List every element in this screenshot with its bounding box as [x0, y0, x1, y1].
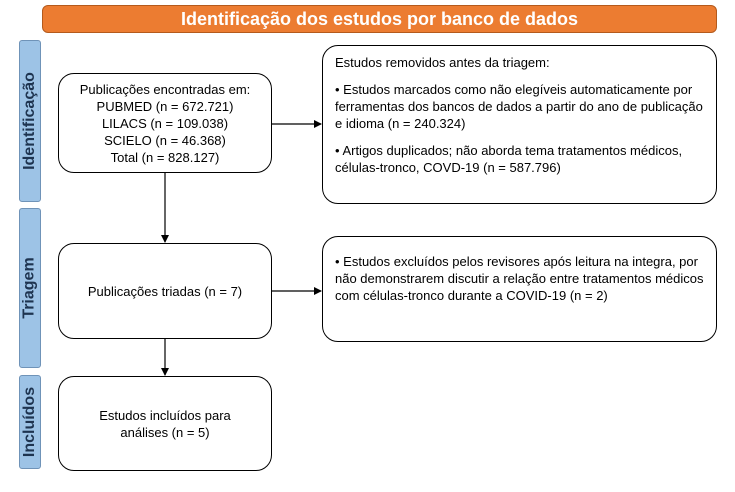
- removed-title: Estudos removidos antes da triagem:: [335, 55, 550, 70]
- removed-item-ineligible: • Estudos marcados como não elegíveis automaticamente por ferramentas dos bancos de dados a partir do ano de publicação e idioma (n = 240.324): [335, 82, 703, 131]
- screened-text: Publicações triadas (n = 7): [87, 283, 243, 299]
- included-line1: Estudos incluídos para: [99, 407, 231, 423]
- found-lilacs: LILACS (n = 109.038): [101, 115, 229, 131]
- phase-identificacao-text: Identificação: [21, 72, 38, 170]
- found-pubmed: PUBMED (n = 672.721): [96, 98, 234, 114]
- removed-item-duplicates: • Artigos duplicados; não aborda tema tratamentos médicos, células-tronco, COVD-19 (n = 587.796): [335, 143, 683, 175]
- found-title: Publicações encontradas em:: [79, 81, 251, 97]
- diagram-title-text: Identificação dos estudos por banco de dados: [180, 8, 579, 29]
- found-scielo: SCIELO (n = 46.368): [104, 132, 226, 148]
- included-line2: análises (n = 5): [120, 424, 210, 440]
- excluded-text: • Estudos excluídos pelos revisores após leitura na integra, por não demonstrarem discutir a relação entre tratamentos médicos com células-tronco durante a COVID-19 (n = 2): [335, 254, 704, 303]
- found-total: Total (n = 828.127): [110, 149, 220, 165]
- phase-triagem-text: Triagem: [21, 257, 39, 319]
- phase-incluidos-text: Incluídos: [21, 386, 39, 458]
